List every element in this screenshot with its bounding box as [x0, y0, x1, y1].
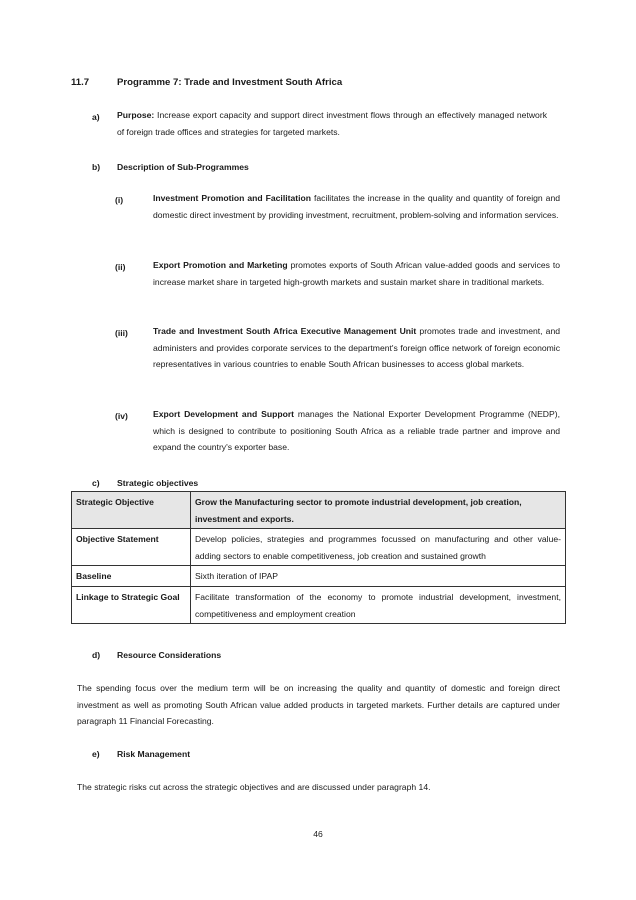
strategic-objectives-table — [71, 491, 566, 624]
table-cell-value: Sixth iteration of IPAP — [191, 566, 566, 587]
sub-programme-item — [153, 406, 560, 456]
section-number: 11.7 — [71, 77, 90, 88]
sub-programme-marker: (i) — [115, 195, 124, 205]
purpose-text: Increase export capacity and support direct investment flows through an effectively managed network of foreign trade offices and strategies for targeted markets. — [117, 110, 547, 137]
table-cell-label: Strategic Objective — [72, 492, 191, 529]
sub-programme-item — [153, 323, 560, 373]
table-row — [72, 586, 566, 623]
sub-programme-marker: (ii) — [115, 262, 126, 272]
strategic-objectives-heading: Strategic objectives — [117, 478, 199, 488]
table-cell-label: Objective Statement — [72, 529, 191, 566]
sub-programme-name: Export Development and Support — [153, 409, 295, 419]
sub-programme-item — [153, 257, 560, 290]
risk-management-text: The strategic risks cut across the strategic objectives and are discussed under paragraph 14. — [77, 782, 431, 792]
strategic-objectives-marker: c) — [92, 478, 100, 488]
sub-programme-text: promotes exports of South African value-added goods and services to increase market share in targeted high-growth markets and sustain market share in traditional markets. — [153, 260, 560, 287]
sub-programme-text: facilitates the increase in the quality and quantity of foreign and domestic direct investment by providing investment, recruitment, problem-solving and information services. — [153, 193, 561, 220]
resource-considerations-marker: d) — [92, 650, 101, 660]
table-cell-value: Develop policies, strategies and programmes focussed on manufacturing and other value-adding sectors to enable competitiveness, job creation and sustained growth — [191, 529, 566, 566]
table-row — [72, 566, 566, 587]
purpose-marker: a) — [92, 112, 100, 122]
purpose-paragraph — [117, 107, 547, 140]
sub-programmes-marker: b) — [92, 162, 101, 172]
purpose-label: Purpose: — [117, 110, 155, 120]
sub-programme-text: promotes trade and investment, and administers and provides corporate services to the department's foreign office network of foreign economic representatives in various countries to enable South African businesses to access global markets. — [153, 326, 560, 370]
table-row — [72, 529, 566, 566]
table-cell-label: Baseline — [72, 566, 191, 587]
table-row — [72, 492, 566, 529]
table-cell-value: Grow the Manufacturing sector to promote industrial development, job creation, investment and exports. — [191, 492, 566, 529]
sub-programme-name: Export Promotion and Marketing — [153, 260, 288, 270]
sub-programme-marker: (iii) — [115, 328, 128, 338]
risk-management-marker: e) — [92, 749, 100, 759]
sub-programme-name: Trade and Investment South Africa Executive Management Unit — [153, 326, 417, 336]
sub-programme-text: manages the National Exporter Development Programme (NEDP), which is designed to contribute to positioning South Africa as a reliable trade partner and improve and expand the country's exporter base. — [153, 409, 560, 453]
table-cell-label: Linkage to Strategic Goal — [72, 586, 191, 623]
sub-programme-marker: (iv) — [115, 411, 128, 421]
sub-programme-name: Investment Promotion and Facilitation — [153, 193, 311, 203]
sub-programmes-heading: Description of Sub-Programmes — [117, 162, 249, 172]
table-cell-value: Facilitate transformation of the economy to promote industrial development, investment, competitiveness and employment creation — [191, 586, 566, 623]
section-title: Programme 7: Trade and Investment South Africa — [117, 77, 343, 88]
resource-considerations-text: The spending focus over the medium term will be on increasing the quality and quantity of domestic and foreign direct investment as well as promoting South African value added products in targeted markets. Further details are captured under paragraph 11 Financial Forecasting. — [77, 683, 560, 727]
resource-considerations-heading: Resource Considerations — [117, 650, 222, 660]
page-number: 46 — [313, 829, 323, 839]
sub-programme-item — [153, 190, 560, 223]
risk-management-heading: Risk Management — [117, 749, 191, 759]
